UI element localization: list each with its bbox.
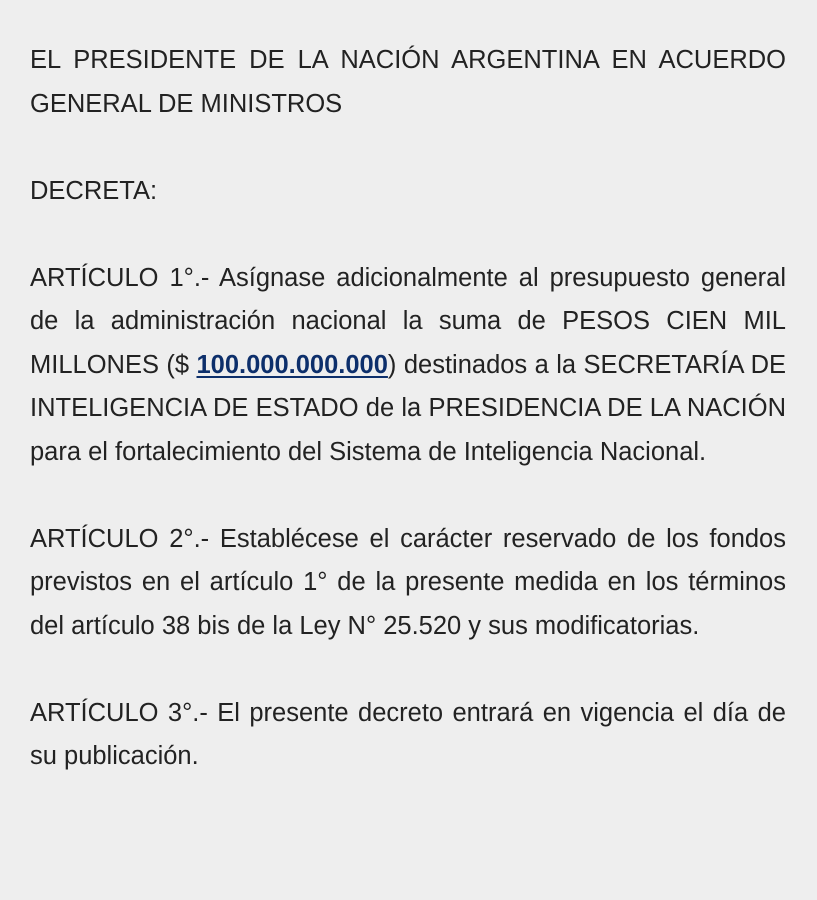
decree-heading: EL PRESIDENTE DE LA NACIÓN ARGENTINA EN ACUERDO GENERAL DE MINISTROS xyxy=(30,46,786,118)
article-1-text-after: ) destinados a la SECRETARÍA DE INTELIGENCIA DE ESTADO de la PRESIDENCIA DE LA NACIÓN para el fortalecimiento del Sistema de Inteligencia Nacional. xyxy=(30,350,786,466)
amount-link[interactable]: 100.000.000.000 xyxy=(196,350,388,379)
article-1-text-before: ARTÍCULO 1°.- Asígnase adicionalmente al presupuesto general de la administración nacional la suma de PESOS CIEN MIL MILLONES ($ xyxy=(30,263,786,379)
article-3: ARTÍCULO 3°.- El presente decreto entrará en vigencia el día de su publicación. xyxy=(30,698,786,770)
article-1 xyxy=(30,257,786,475)
decreta-label: DECRETA: xyxy=(30,176,158,205)
article-2: ARTÍCULO 2°.- Establécese el carácter reservado de los fondos previstos en el artículo 1° de la presente medida en los términos del artículo 38 bis de la Ley N° 25.520 y sus modificatorias. xyxy=(30,524,786,640)
